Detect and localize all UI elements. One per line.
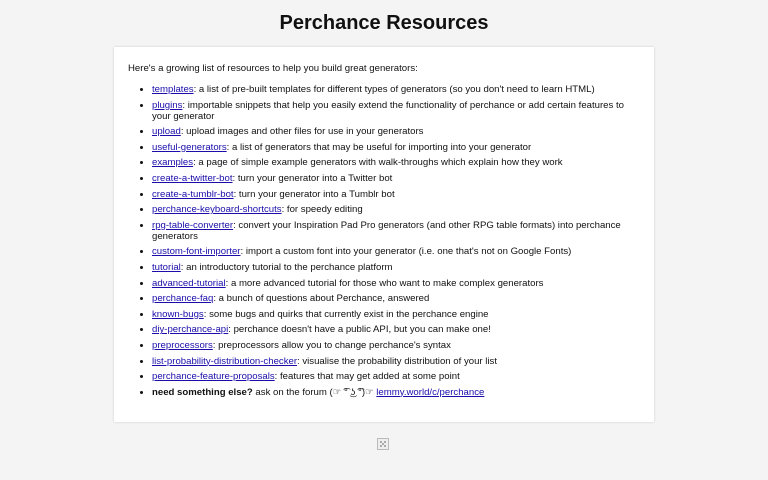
resource-description: : for speedy editing (281, 204, 363, 216)
resource-item (152, 204, 640, 215)
resource-link-custom-font-importer[interactable]: custom-font-importer (152, 246, 241, 258)
resource-description: : a more advanced tutorial for those who want to make complex generators (225, 277, 544, 289)
dice-icon[interactable] (377, 438, 389, 450)
resources-card (114, 47, 654, 422)
resource-item (152, 309, 640, 320)
resource-link-useful-generators[interactable]: useful-generators (152, 141, 227, 153)
resource-description: : convert your Inspiration Pad Pro generators (and other RPG table formats) into perchance generators (152, 219, 621, 242)
resource-link-examples[interactable]: examples (152, 157, 194, 169)
resource-item (152, 157, 640, 168)
resource-link-perchance-feature-proposals[interactable]: perchance-feature-proposals (152, 371, 275, 383)
resource-item (152, 100, 640, 122)
resource-item (152, 246, 640, 257)
resource-description: : an introductory tutorial to the perchance platform (180, 261, 393, 273)
resource-description: : upload images and other files for use in your generators (180, 126, 424, 138)
forum-heading: need something else? (152, 386, 253, 398)
resource-link-perchance-faq[interactable]: perchance-faq (152, 293, 214, 305)
resource-item-forum (152, 387, 640, 398)
resource-link-perchance-keyboard-shortcuts[interactable]: perchance-keyboard-shortcuts (152, 204, 282, 216)
resource-link-list-probability-distribution-checker[interactable]: list-probability-distribution-checker (152, 355, 298, 367)
resource-link-tutorial[interactable]: tutorial (152, 261, 181, 273)
resource-item (152, 84, 640, 95)
resource-description: : turn your generator into a Tumblr bot (233, 188, 395, 200)
resource-description: : perchance doesn't have a public API, but you can make one! (228, 324, 491, 336)
resource-link-known-bugs[interactable]: known-bugs (152, 308, 204, 320)
resource-item (152, 371, 640, 382)
resource-description: : importable snippets that help you easily extend the functionality of perchance or add certain features to your generator (152, 99, 624, 122)
resource-item (152, 324, 640, 335)
resource-description: : some bugs and quirks that currently exist in the perchance engine (203, 308, 489, 320)
resource-description: : import a custom font into your generator (i.e. one that's not on Google Fonts) (240, 246, 572, 258)
resource-link-upload[interactable]: upload (152, 126, 181, 138)
resource-description: : features that may get added at some point (274, 371, 460, 383)
resource-link-create-a-twitter-bot[interactable]: create-a-twitter-bot (152, 172, 233, 184)
resource-link-templates[interactable]: templates (152, 84, 194, 95)
resource-item (152, 293, 640, 304)
resource-item (152, 220, 640, 242)
resource-link-preprocessors[interactable]: preprocessors (152, 339, 213, 351)
resource-item (152, 126, 640, 137)
forum-link[interactable]: lemmy.world/c/perchance (376, 386, 485, 398)
resource-link-plugins[interactable]: plugins (152, 99, 183, 111)
resource-link-create-a-tumblr-bot[interactable]: create-a-tumblr-bot (152, 188, 234, 200)
resource-link-rpg-table-converter[interactable]: rpg-table-converter (152, 219, 234, 231)
resource-description: : a list of pre-built templates for different types of generators (so you don't need to learn HTML) (193, 84, 595, 95)
resource-item (152, 142, 640, 153)
resource-link-advanced-tutorial[interactable]: advanced-tutorial (152, 277, 226, 289)
resource-item (152, 173, 640, 184)
resource-link-diy-perchance-api[interactable]: diy-perchance-api (152, 324, 229, 336)
resource-item (152, 340, 640, 351)
resource-description: : visualise the probability distribution of your list (297, 355, 497, 367)
intro-text: Here's a growing list of resources to help you build great generators: (128, 63, 418, 74)
resource-description: : turn your generator into a Twitter bot (232, 172, 393, 184)
resource-description: : preprocessors allow you to change perchance's syntax (212, 339, 451, 351)
forum-text: ask on the forum (☞ ͡° ͜ʖ ͡°)☞ (252, 386, 377, 398)
resource-item (152, 189, 640, 200)
resource-item (152, 356, 640, 367)
resource-item (152, 262, 640, 273)
resource-description: : a bunch of questions about Perchance, answered (213, 293, 430, 305)
resource-description: : a page of simple example generators with walk-throughs which explain how they work (193, 157, 563, 169)
resource-list (128, 84, 640, 398)
page-title: Perchance Resources (279, 12, 489, 34)
resource-item (152, 278, 640, 289)
resource-description: : a list of generators that may be useful for importing into your generator (226, 141, 532, 153)
